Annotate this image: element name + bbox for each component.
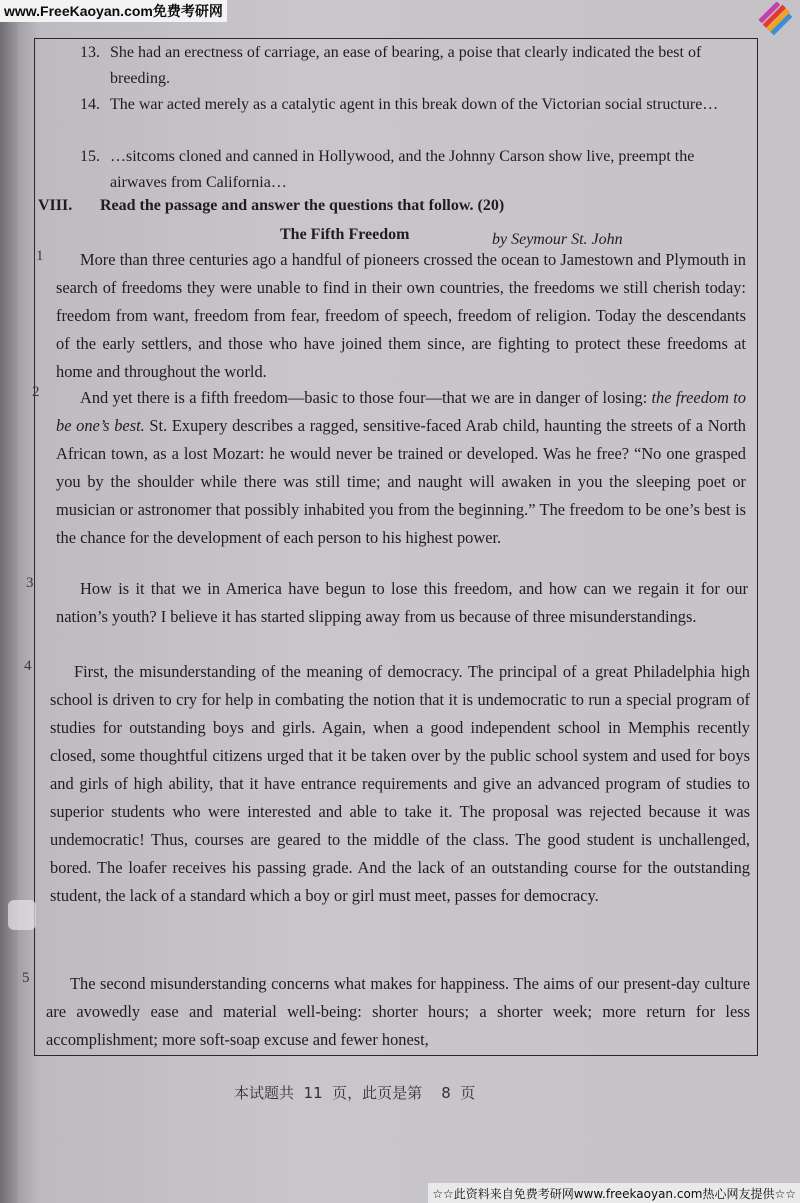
- paragraph-3: How is it that we in America have begun to lose this freedom, and how can we regain it for our nation’s youth? I believe it has started slipping away from us because of three misunderstandings.: [56, 579, 748, 626]
- paragraph-1: More than three centuries ago a handful of pioneers crossed the ocean to Jamestown and Plymouth in search of freedoms they were unable to find in their own countries, the freedoms we still cherish today: freedom from want, freedom from fear, freedom of speech, freedom of religion. Today the descendants of the early settlers, and those who have joined them since, are fighting to protect these freedoms at home and throughout the world.: [56, 250, 746, 381]
- question-13: 13. She had an erectness of carriage, an ease of bearing, a poise that clearly indicated the best of breeding.: [80, 44, 702, 87]
- top-watermark: www.FreeKaoyan.com免费考研网: [0, 0, 227, 22]
- paragraph-2: And yet there is a fifth freedom—basic to those four—that we are in danger of losing: the freedom to be one’s best. St. Exupery describes a ragged, sensitive-faced Arab child, haunting the streets of a North African town, as a lost Mozart: he would never be trained or developed. Was he free? “No one grasped you by the shoulder while there was still time; and naught will awaken in you the sleeping poet or musician or astronomer that possibly inhabited you from the beginning.” The freedom to be one’s best is the chance for the development of each person to his highest power.: [56, 388, 746, 547]
- paragraph-4: First, the misunderstanding of the meaning of democracy. The principal of a great Philadelphia high school is driven to cry for help in combating the notion that it is undemocratic to run a special program of studies for outstanding boys and girls. Again, when a good independent school in Memphis recently closed, some thoughtful citizens urged that it be taken over by the public school system and used for boys and girls of high ability, that it have entrance requirements and give an advanced program of studies to superior students who were interested and able to take it. The proposal was rejected because it was undemocratic! Thus, courses are geared to the middle of the class. The good student is unchallenged, bored. The loafer receives his passing grade. And the lack of an outstanding course for the outstanding student, the lack of a standard which a boy or girl must meet, passes for democracy.: [50, 662, 750, 905]
- paragraph-number: 2: [32, 384, 40, 400]
- paragraph-number: 5: [22, 970, 30, 986]
- page-shadow: [0, 0, 18, 1203]
- bottom-watermark: ☆☆此资料来自免费考研网www.freekaoyan.com热心网友提供☆☆: [428, 1183, 800, 1203]
- passage-author: by Seymour St. John: [492, 231, 623, 248]
- paragraph-number: 4: [24, 658, 32, 674]
- question-15: 15. …sitcoms cloned and canned in Hollywood, and the Johnny Carson show live, preempt the airwaves from California…: [80, 148, 695, 191]
- passage-title: The Fifth Freedom: [280, 226, 410, 243]
- question-14: 14. The war acted merely as a catalytic agent in this break down of the Victorian social structure…: [80, 96, 719, 113]
- binder-clip: [8, 900, 36, 930]
- paragraph-5: The second misunderstanding concerns what makes for happiness. The aims of our present-day culture are avowedly ease and material well-being: shorter hours; a shorter week; more return for less accomplishment; more soft-soap excuse and fewer honest,: [46, 974, 750, 1049]
- page-footer: 本试题共 11 页，此页是第 8 页: [234, 1084, 476, 1102]
- paragraph-number: 1: [36, 248, 44, 264]
- scanned-page: www.FreeKaoyan.com免费考研网 13. She had an erectness of carriage, an ease of bearing, a poise that clearly indicated the best of breeding. 14. The war acted merely as a catalytic agent in this break down of the Victorian social structure… 15. …sitcoms cloned and canned in Hollywood, and the Johnny Carson show live, preempt the airwaves from California… VIII. Read the passage and answer the questions that follow. (20) The Fifth Freedom by Seymour St. John 1 More than three centuries ago a handful of pioneers crossed the ocean to Jamestown and Plymouth in search of freedoms they were unable to find in their own countries, the freedoms we still cherish today: freedom from want, freedom from fear, freedom of speech, freedom of religion. Today the descendants of the early settlers, and those who have joined them since, are fighting to protect these freedoms at home and throughout the world. 2 And yet there is a fifth freedom—basic to those four—that we are in danger of losing: the freedom to be one’s best. St. Exupery describes a ragged, sensitive-faced Arab child, haunting the streets of a North African town, as a lost Mozart: he would never be trained or developed. Was he free? “No one grasped you by the shoulder while there was still time; and naught will awaken in you the sleeping poet or musician or astronomer that possibly inhabited you from the beginning.” The freedom to be one’s best is the chance for the development of each person to his highest power. 3 How is it that we in America have begun to lose this freedom, and how can we regain it for our nation’s youth? I believe it has started slipping away from us because of three misunderstandings. 4 First, the misunderstanding of the meaning of democracy. The principal of a great Philadelphia high school is driven to cry for help in combating the notion that it is undemocratic to run a special program of studies for outstanding boys and girls. Again, when a good independent school in Memphis recently closed, some thoughtful citizens urged that it be taken over by the public school system and used for boys and girls of high ability, that it have entrance requirements and give an advanced program of studies to superior students who were interested and able to take it. The proposal was rejected because it was undemocratic! Thus, courses are geared to the middle of the class. The good student is unchallenged, bored. The loafer receives his passing grade. And the lack of an outstanding course for the outstanding student, the lack of a standard which a boy or girl must meet, passes for democracy. 5 The second misunderstanding concerns what makes for happiness. The aims of our present-day culture are avowedly ease and material well-being: shorter hours; a shorter week; more return for less accomplishment; more soft-soap excuse and fewer honest, 本试题共 11 页，此页是第 8 页 ☆☆此资料来自免费考研网www.freekaoyan.com热心网友提供☆☆: [0, 0, 800, 1203]
- paragraph-number: 3: [26, 575, 34, 591]
- site-logo-icon: [754, 2, 794, 36]
